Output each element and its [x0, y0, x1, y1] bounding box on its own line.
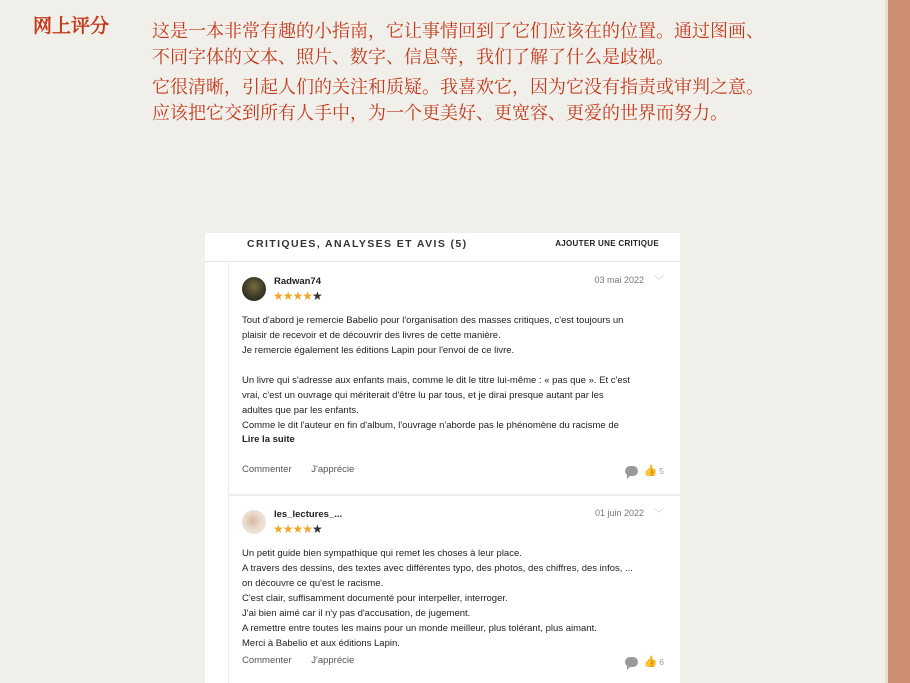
comment-bubble-icon[interactable]: [625, 657, 638, 667]
intro-paragraph-1: 这是一本非常有趣的小指南，它让事情回到了它们应该在的位置。通过图画、不同字体的文本、照片、数字、信息等，我们了解了什么是歧视。: [152, 21, 764, 68]
review-actions: [242, 655, 371, 666]
panel-header: [205, 233, 680, 262]
review-counts: [625, 655, 664, 668]
like-count: 5: [659, 465, 664, 476]
review-card: [228, 263, 680, 495]
thumbs-up-icon[interactable]: 👍: [643, 656, 658, 668]
review-author[interactable]: les_lectures_...: [274, 509, 343, 520]
reviews-panel: [205, 233, 680, 683]
intro-text: [152, 19, 772, 131]
thumbs-up-icon[interactable]: 👍: [643, 465, 658, 477]
chevron-down-icon[interactable]: ﹀: [654, 509, 664, 520]
intro-paragraph-2: 它很清晰，引起人们的关注和质疑。我喜欢它，因为它没有指责或审判之意。应该把它交到所有人手中，为一个更美好、更宽容、更爱的世界而努力。: [152, 77, 764, 124]
chevron-down-icon[interactable]: ﹀: [654, 276, 664, 287]
avatar[interactable]: [242, 277, 266, 301]
review-body: Un petit guide bien sympathique qui remet les choses à leur place. A travers des dessins, des textes avec différentes typo, des photos, des chiffres, des infos, ... on découvre ce qu'est le racisme. C'est clair, suffisamment documenté pour interpeller, interroger. J'ai bien aimé car il n'y pas d'accusation, de jugement. A remettre entre toutes les mains pour un monde meilleur, plus tolérant, plus aimant. Merci à Babelio et aux éditions Lapin.: [242, 548, 633, 649]
review-card: [228, 495, 680, 683]
panel-title: CRITIQUES, ANALYSES ET AVIS (5): [247, 238, 468, 250]
slide-title: 网上评分: [33, 15, 110, 37]
comment-button[interactable]: Commenter: [242, 655, 292, 666]
rating-stars-icon: ★★★★★: [273, 289, 322, 303]
like-count: 6: [659, 656, 664, 667]
avatar[interactable]: [242, 510, 266, 534]
review-date: 03 mai 2022: [594, 275, 644, 285]
comment-bubble-icon[interactable]: [625, 466, 638, 476]
read-more-link[interactable]: Lire la suite: [242, 434, 295, 445]
rating-stars-icon: ★★★★★: [273, 522, 322, 536]
like-button[interactable]: J'apprécie: [311, 464, 355, 475]
like-button[interactable]: J'apprécie: [311, 655, 355, 666]
review-counts: [625, 464, 664, 477]
review-body: Tout d'abord je remercie Babelio pour l'organisation des masses critiques, c'est toujours un plaisir de recevoir et de découvrir des livres de cette manière. Je remercie également les éditions Lapin pour l'envoi de ce livre. Un livre qui s'adresse aux enfants mais, comme le dit le titre lui-même : « pas que ». Et c'est vrai, c'est un ouvrage qui mériterait d'être lu par tous, et je dirai presque autant par les adultes que par les enfants. Comme le dit l'auteur en fin d'album, l'ouvrage n'aborde pas le phénomène du racisme de: [242, 315, 631, 431]
comment-button[interactable]: Commenter: [242, 464, 292, 475]
review-date: 01 juin 2022: [594, 508, 644, 518]
slide-edge-strip: [888, 0, 910, 683]
review-actions: [242, 464, 371, 475]
review-author[interactable]: Radwan74: [274, 276, 321, 287]
add-critique-link[interactable]: AJOUTER UNE CRITIQUE: [555, 239, 659, 248]
